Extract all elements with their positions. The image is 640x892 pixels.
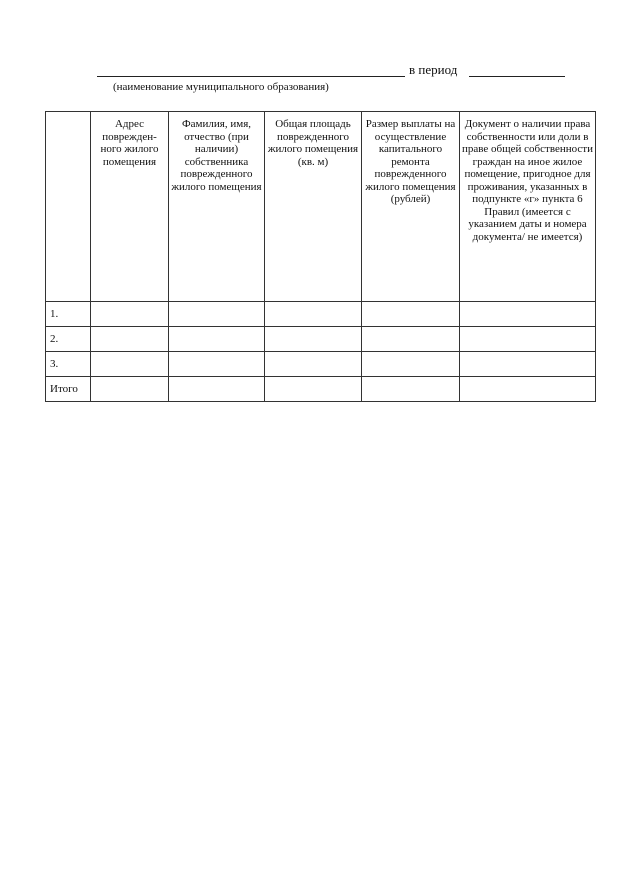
table-cell — [265, 352, 362, 377]
header-cell-payment: Размер выплаты на осуществление капитального ремонта поврежденного жилого помещения (рублей) — [362, 112, 460, 302]
row-label: 3. — [46, 352, 91, 377]
table-cell — [91, 327, 169, 352]
table-cell — [265, 327, 362, 352]
row-label: 1. — [46, 302, 91, 327]
table-cell — [91, 352, 169, 377]
table-row — [46, 302, 596, 327]
header-cell-owner-name: Фамилия, имя, отчество (при наличии) собственника поврежденного жилого помещения — [169, 112, 265, 302]
table-cell — [169, 377, 265, 402]
municipality-blank-line — [97, 76, 405, 77]
table-cell — [362, 352, 460, 377]
table-cell — [460, 377, 596, 402]
period-blank-line — [469, 76, 565, 77]
header-line — [97, 62, 567, 80]
table-row — [46, 352, 596, 377]
table-cell — [169, 352, 265, 377]
table-cell — [169, 302, 265, 327]
table-cell — [265, 302, 362, 327]
municipality-caption: (наименование муниципального образования) — [113, 81, 329, 93]
table-header-row — [46, 112, 596, 302]
table-cell — [460, 327, 596, 352]
header-cell-area: Общая площадь поврежденного жилого помещения (кв. м) — [265, 112, 362, 302]
table-cell — [362, 302, 460, 327]
table-cell — [362, 377, 460, 402]
table-cell — [91, 377, 169, 402]
table-cell — [460, 302, 596, 327]
table-cell — [460, 352, 596, 377]
report-table — [45, 111, 596, 402]
row-label: 2. — [46, 327, 91, 352]
header-cell-ownership-document: Документ о наличии права собственности или доли в праве общей собственности граждан на иное жилое помещение, пригодное для проживания, указанных в подпункте «г» пункта 6 Правил (имеется с указанием даты и номера документа/ не имеется) — [460, 112, 596, 302]
row-label-total: Итого — [46, 377, 91, 402]
table-cell — [362, 327, 460, 352]
period-label: в период — [409, 62, 458, 77]
table-cell — [91, 302, 169, 327]
header-cell-number — [46, 112, 91, 302]
table-row-total — [46, 377, 596, 402]
header-cell-address: Адрес поврежден-ного жилого помещения — [91, 112, 169, 302]
table-row — [46, 327, 596, 352]
table-cell — [265, 377, 362, 402]
table-cell — [169, 327, 265, 352]
